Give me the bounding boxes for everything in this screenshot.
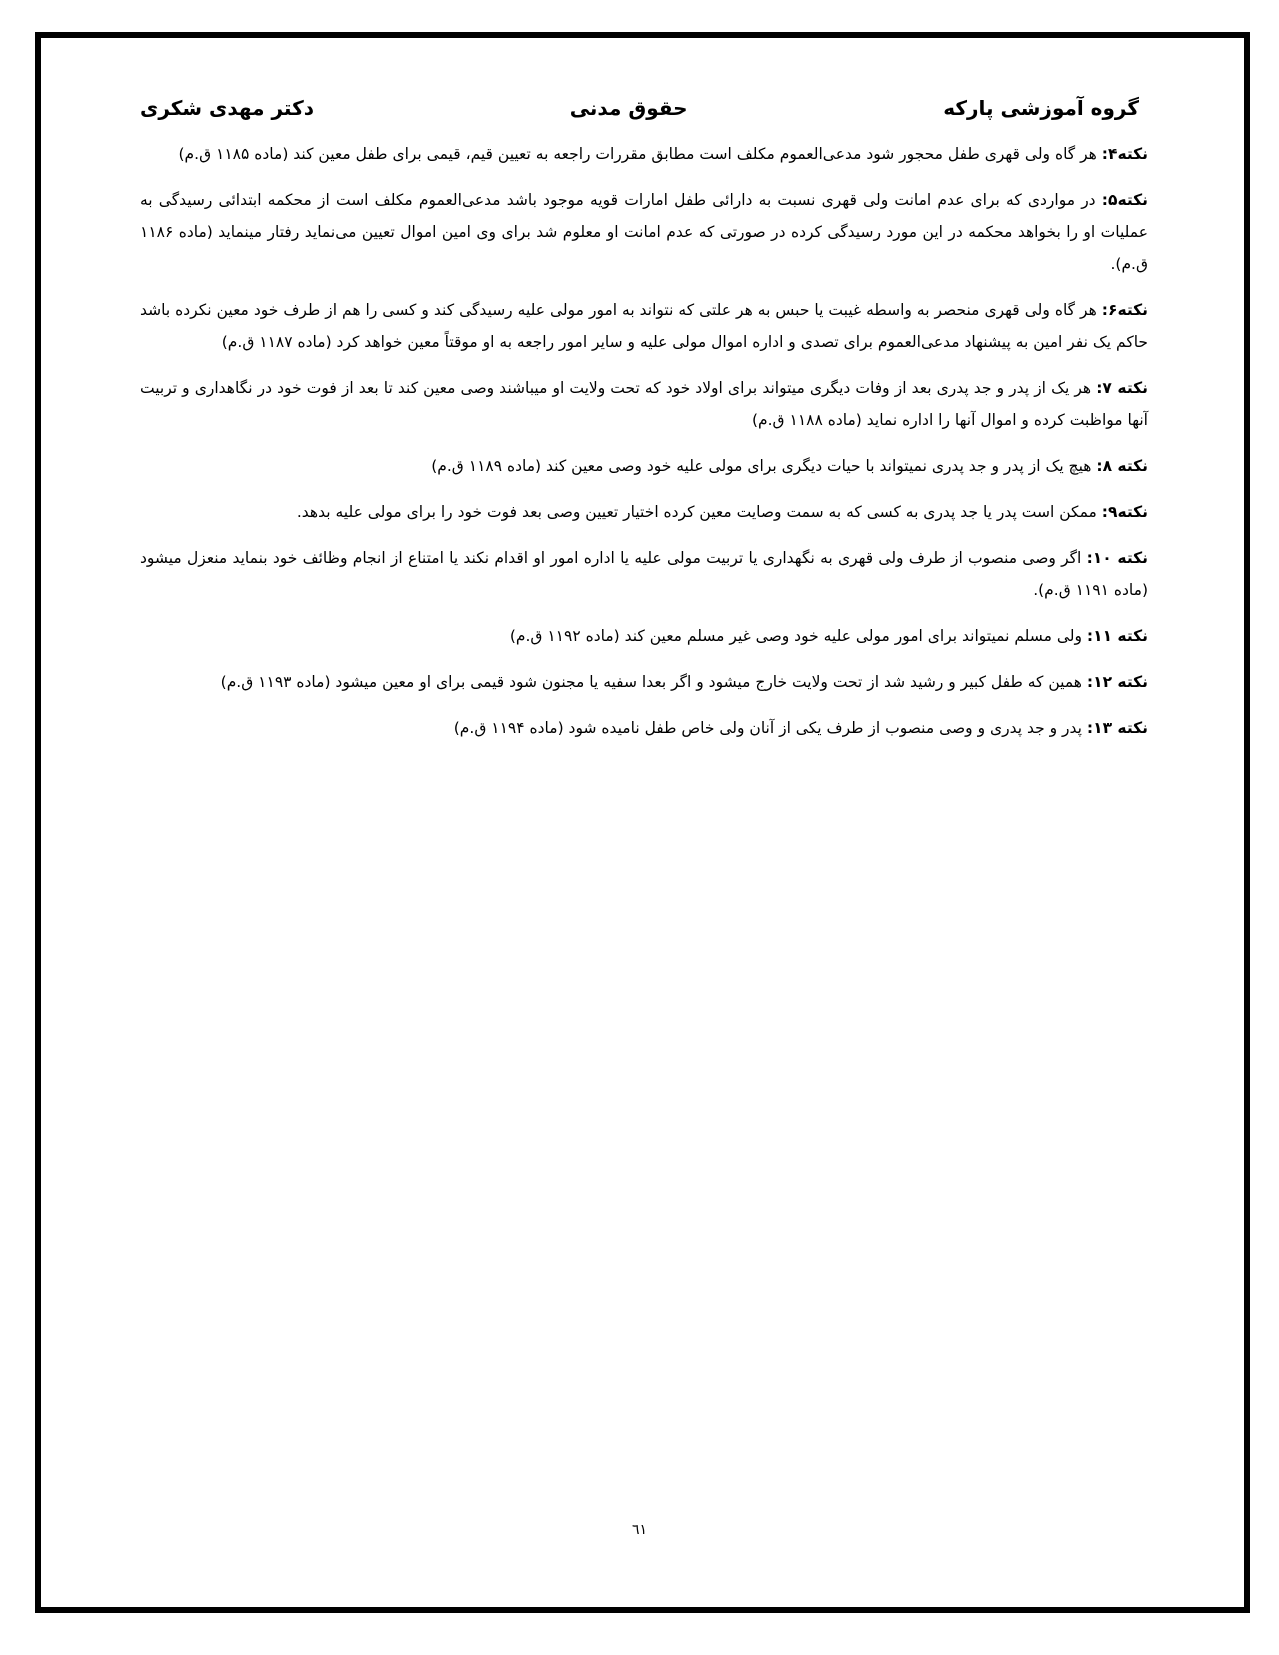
note-label: نکته۴: [1101,145,1148,163]
note-label: نکته ۱۱: [1086,627,1148,645]
note-8 [140,450,1148,482]
note-text: هر گاه ولی قهری طفل محجور شود مدعی‌العموم مکلف است مطابق مقررات راجعه به تعیین قیم، قیمی برای طفل معین کند (ماده ۱۱۸۵ ق.م) [178,145,1102,163]
note-text: در مواردی که برای عدم امانت ولی قهری نسبت به دارائی طفل امارات قویه موجود باشد مدعی‌العموم مکلف است از محکمه ابتدائی رسیدگی به عملیات او را بخواهد محکمه در این مورد رسیدگی کرده در صورتی که عدم امانت او معلوم شد برای وی امین اموال تعیین می‌نماید رفتار مینماید (ماده ۱۱۸۶ ق.م). [140,191,1148,273]
note-label: نکته ۸: [1096,457,1148,475]
note-label: نکته۵: [1101,191,1148,209]
note-text: هر یک از پدر و جد پدری بعد از وفات دیگری میتواند برای اولاد خود که تحت ولایت او میباشند وصی معین کند تا بعد از فوت خود در نگاهداری و تربیت آنها مواظبت کرده و اموال آنها را اداره نماید (ماده ۱۱۸۸ ق.م) [140,379,1148,429]
note-12 [140,666,1148,698]
page-header [140,88,1139,128]
note-6 [140,294,1148,358]
note-text: ممکن است پدر یا جد پدری به کسی که به سمت وصایت معین کرده اختیار تعیین وصی بعد فوت خود را برای مولی علیه بدهد. [296,503,1102,521]
note-text: همین که طفل کبیر و رشید شد از تحت ولایت خارج میشود و اگر بعدا سفیه یا مجنون شود قیمی برای او معین میشود (ماده ۱۱۹۳ ق.م) [220,673,1087,691]
note-13 [140,712,1148,744]
header-group-name: گروه آموزشی پارکه [943,96,1139,120]
note-label: نکته ۷: [1096,379,1148,397]
note-11 [140,620,1148,652]
note-4 [140,138,1148,170]
note-10 [140,542,1148,606]
page-number: ٦١ [631,1522,648,1538]
note-label: نکته ۱۲: [1086,673,1148,691]
header-author: دکتر مهدی شکری [140,96,314,120]
note-text: ولی مسلم نمیتواند برای امور مولی علیه خود وصی غیر مسلم معین کند (ماده ۱۱۹۲ ق.م) [509,627,1087,645]
note-text: پدر و جد پدری و وصی منصوب از طرف یکی از آنان ولی خاص طفل نامیده شود (ماده ۱۱۹۴ ق.م) [453,719,1087,737]
note-text: هر گاه ولی قهری منحصر به واسطه غیبت یا حبس به هر علتی که نتواند به امور مولی علیه رسیدگی کند و کسی را هم از طرف خود معین نکرده باشد حاکم یک نفر امین به پیشنهاد مدعی‌العموم برای تصدی و اداره اموال مولی علیه و سایر امور راجعه به او موقتاً معین خواهد کرد (ماده ۱۱۸۷ ق.م) [140,301,1148,351]
note-label: نکته ۱۰: [1086,549,1148,567]
note-text: هیچ یک از پدر و جد پدری نمیتواند با حیات دیگری برای مولی علیه خود وصی معین کند (ماده ۱۱۸۹ ق.م) [431,457,1097,475]
note-label: نکته ۱۳: [1086,719,1148,737]
note-7 [140,372,1148,436]
note-5 [140,184,1148,280]
note-text: اگر وصی منصوب از طرف ولی قهری به نگهداری یا تربیت مولی علیه یا اداره امور او اقدام نکند یا امتناع از انجام وظائف خود بنماید منعزل میشود (ماده ۱۱۹۱ ق.م). [140,549,1148,599]
note-label: نکته۶: [1101,301,1148,319]
header-subject: حقوق مدنی [569,96,688,120]
note-label: نکته۹: [1101,503,1148,521]
document-body [140,138,1148,758]
note-9 [140,496,1148,528]
